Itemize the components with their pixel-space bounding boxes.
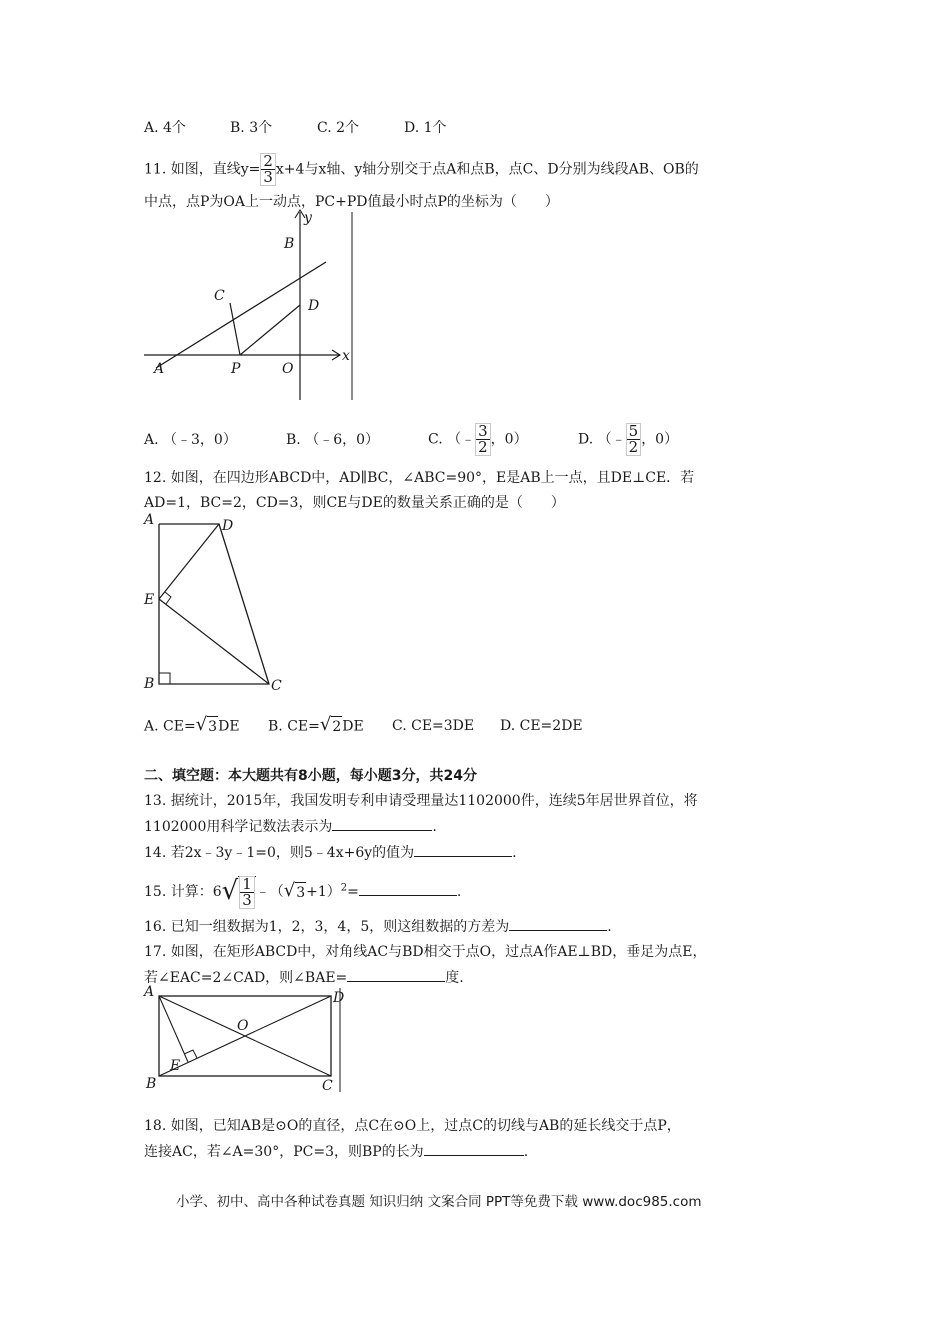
q12-label-c: C — [271, 678, 282, 694]
q11-label-o: O — [282, 361, 294, 377]
q10-option-c: C. 2个 — [317, 120, 360, 136]
q12-option-c: C. CE=3DE — [392, 718, 475, 734]
page-footer: 小学、初中、高中各种试卷真题 知识归纳 文案合同 PPT等免费下载 www.doc985.com — [176, 1194, 702, 1210]
q17-label-o: O — [237, 1018, 249, 1034]
q17-label-b: B — [146, 1076, 157, 1092]
q10-option-a: A. 4个 — [144, 120, 186, 136]
q17-stem-line1: 17. 如图，在矩形ABCD中，对角线AC与BD相交于点O，过点A作AE⊥BD，垂足为点E， — [144, 944, 707, 960]
q12-option-b: B. CE= √ 2 DE — [268, 714, 364, 735]
q17-answer-blank — [347, 967, 445, 982]
q13-stem-line2: 1102000用科学记数法表示为 . — [144, 816, 437, 837]
q17-label-c: C — [322, 1078, 333, 1094]
q10-option-d: D. 1个 — [404, 120, 447, 136]
q15-stem: 15. 计算：6 √ $\frac{1}{3}$ ﹣（ √ 3 +1）$^2$= . — [144, 875, 462, 909]
q13-answer-blank — [332, 816, 432, 831]
q11-slope-fraction: $\frac{2}{3}$ — [263, 152, 273, 186]
q11-stem-line2: 中点，点P为OA上一动点，PC+PD值最小时点P的坐标为（ ） — [144, 194, 559, 210]
q11-figure — [140, 208, 360, 404]
q11-option-a: A. （﹣3，0） — [144, 432, 237, 448]
q12-option-d: D. CE=2DE — [500, 718, 583, 734]
q11-label-a: A — [154, 361, 165, 377]
q11-option-b: B. （﹣6，0） — [286, 432, 380, 448]
q11-label-b: B — [284, 236, 295, 252]
q11-label-c: C — [214, 288, 225, 304]
q17-label-d: D — [333, 990, 344, 1006]
q10-option-b: B. 3个 — [230, 120, 273, 136]
q12-label-e: E — [144, 592, 155, 608]
q11-label-p: P — [231, 361, 241, 377]
q15-answer-blank — [359, 881, 457, 896]
q12-stem-line1: 12. 如图，在四边形ABCD中，AD∥BC，∠ABC=90°，E是AB上一点，且DE⊥CE．若 — [144, 470, 695, 486]
q11-label-x: x — [342, 348, 350, 364]
q11-segment-pd — [240, 305, 300, 355]
q18-stem-line1: 18. 如图，已知AB是⊙O的直径，点C在⊙O上，过点C的切线与AB的延长线交于点P， — [144, 1118, 681, 1134]
q18-stem-line2: 连接AC，若∠A=30°，PC=3，则BP的长为 . — [144, 1141, 528, 1162]
q12-segment-ec — [159, 599, 269, 684]
q18-answer-blank — [424, 1141, 524, 1156]
q12-label-b: B — [144, 676, 155, 692]
q14-answer-blank — [414, 842, 512, 857]
q12-option-a: A. CE= √ 3 DE — [144, 714, 240, 735]
q14-stem: 14. 若2x﹣3y﹣1=0，则5﹣4x+6y的值为 . — [144, 842, 517, 863]
q17-stem-line2: 若∠EAC=2∠CAD，则∠BAE= 度. — [144, 967, 464, 988]
q12-figure — [140, 510, 290, 694]
q16-stem: 16. 已知一组数据为1，2，3，4，5，则这组数据的方差为 . — [144, 916, 612, 937]
q11-option-d: D. （﹣ $\frac{5}{2}$ ，0） — [578, 422, 679, 456]
q12-stem-line2: AD=1，BC=2，CD=3，则CE与DE的数量关系正确的是（ ） — [144, 495, 565, 511]
section2-heading: 二、填空题：本大题共有8小题，每小题3分，共24分 — [144, 768, 477, 784]
q11-label-y: y — [304, 210, 312, 226]
q11-stem-line1: 11. 如图，直线y= $\frac{2}{3}$ x+4与x轴、y轴分别交于点A和点B，点C、D分别为线段AB、OB的 — [144, 152, 699, 186]
q11-option-c: C. （﹣ $\frac{3}{2}$ ，0） — [428, 422, 528, 456]
q17-figure — [140, 984, 344, 1096]
q11-segment-pc — [230, 303, 240, 355]
q17-segment-ae — [159, 996, 188, 1062]
q13-stem-line1: 13. 据统计，2015年，我国发明专利申请受理量达1102000件，连续5年居世界首位，将 — [144, 793, 698, 809]
q12-right-angle-b — [159, 673, 170, 684]
q12-right-angle-e — [165, 592, 171, 604]
q12-quadrilateral — [159, 524, 269, 684]
q12-segment-ed — [159, 524, 219, 599]
q11-label-d: D — [308, 298, 320, 314]
q17-label-e: E — [170, 1058, 181, 1074]
q12-label-d: D — [222, 518, 234, 534]
q12-label-a: A — [144, 512, 155, 528]
q16-answer-blank — [509, 916, 607, 931]
q17-label-a: A — [144, 984, 155, 1000]
